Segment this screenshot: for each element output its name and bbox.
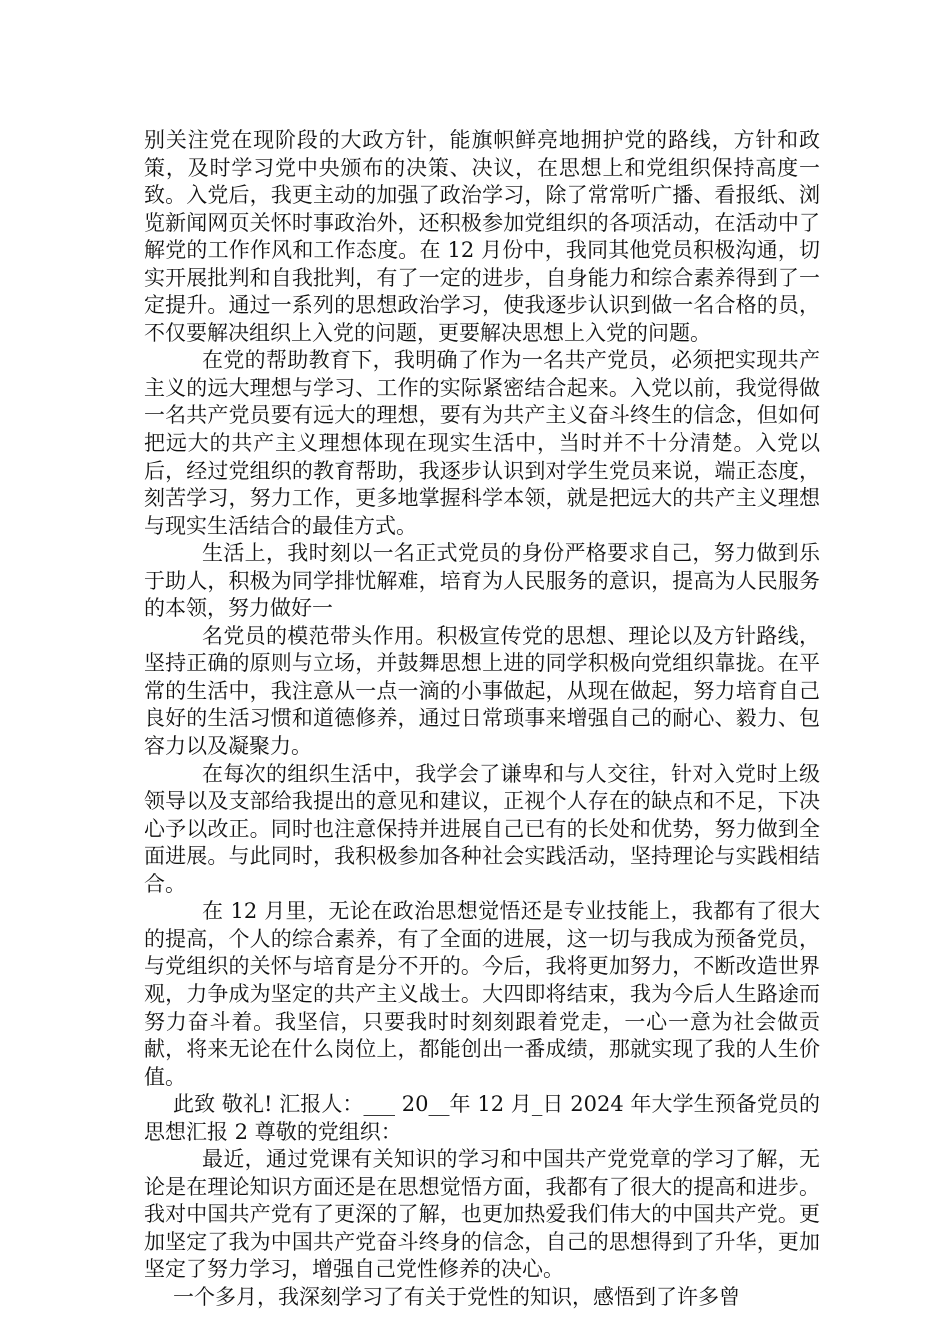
- paragraph-3: 生活上，我时刻以一名正式党员的身份严格要求自己，努力做到乐于助人，积极为同学排忧解难，培育为人民服务的意识，提高为人民服务的本领，努力做好一: [144, 541, 820, 621]
- paragraph-5: 在每次的组织生活中，我学会了谦卑和与人交往，针对入党时上级领导以及支部给我提出的意见和建议，正视个人存在的缺点和不足，下决心予以改正。同时也注意保持并进展自己已有的长处和优势，努力做到全面进展。与此同时，我积极参加各种社会实践活动，坚持理论与实践相结合。: [144, 761, 820, 896]
- paragraph-1: 别关注党在现阶段的大政方针，能旗帜鲜亮地拥护党的路线，方针和政策，及时学习党中央颁布的决策、决议，在思想上和党组织保持高度一致。入党后，我更主动的加强了政治学习，除了常常听广播、看报纸、浏览新闻网页关怀时事政治外，还积极参加党组织的各项活动，在活动中了解党的工作作风和工作态度。在 12 月份中，我同其他党员积极沟通，切实开展批判和自我批判，有了一定的进步，自身能力和综合素养得到了一定提升。通过一系列的思想政治学习，使我逐步认识到做一名合格的员，不仅要解决组织上入党的问题，更要解决思想上入党的问题。: [144, 128, 820, 345]
- paragraph-4: 名党员的模范带头作用。积极宣传党的思想、理论以及方针路线，坚持正确的原则与立场，并鼓舞思想上进的同学积极向党组织靠拢。在平常的生活中，我注意从一点一滴的小事做起，从现在做起，努力培育自己良好的生活习惯和道德修养，通过日常琐事来增强自己的耐心、毅力、包容力以及凝聚力。: [144, 623, 820, 759]
- paragraph-8: 最近，通过党课有关知识的学习和中国共产党党章的学习了解，无论是在理论知识方面还是在思想觉悟方面，我都有了很大的提高和进步。我对中国共产党有了更深的了解，也更加热爱我们伟大的中国共产党。更加坚定了我为中国共产党奋斗终身的信念，自己的思想得到了升华，更加坚定了努力学习，增强自己党性修养的决心。: [144, 1147, 820, 1282]
- document-body: [144, 127, 820, 1312]
- paragraph-2: 在党的帮助教育下，我明确了作为一名共产党员，必须把实现共产主义的远大理想与学习、工作的实际紧密结合起来。入党以前，我觉得做一名共产党员要有远大的理想，要有为共产主义奋斗终生的信念，但如何把远大的共产主义理想体现在现实生活中，当时并不十分清楚。入党以后，经过党组织的教育帮助，我逐步认识到对学生党员来说，端正态度，刻苦学习，努力工作，更多地掌握科学本领，就是把远大的共产主义理想与现实生活结合的最佳方式。: [144, 348, 820, 538]
- paragraph-6: 在 12 月里，无论在政治思想觉悟还是专业技能上，我都有了很大的提高，个人的综合素养，有了全面的进展，这一切与我成为预备党员，与党组织的关怀与培育是分不开的。今后，我将更加努力，不断改造世界观，力争成为坚定的共产主义战士。大四即将结束，我为今后人生路途而努力奋斗着。我坚信，只要我时时刻刻跟着党走，一心一意为社会做贡献，将来无论在什么岗位上，都能创出一番成绩，那就实现了我的人生价值。: [144, 899, 820, 1089]
- paragraph-9: 一个多月，我深刻学习了有关于党性的知识，感悟到了许多曾: [173, 1284, 740, 1309]
- paragraph-7: 此致 敬礼! 汇报人：___ 20__年 12 月_日 2024 年大学生预备党员的思想汇报 2 尊敬的党组织：: [144, 1092, 820, 1144]
